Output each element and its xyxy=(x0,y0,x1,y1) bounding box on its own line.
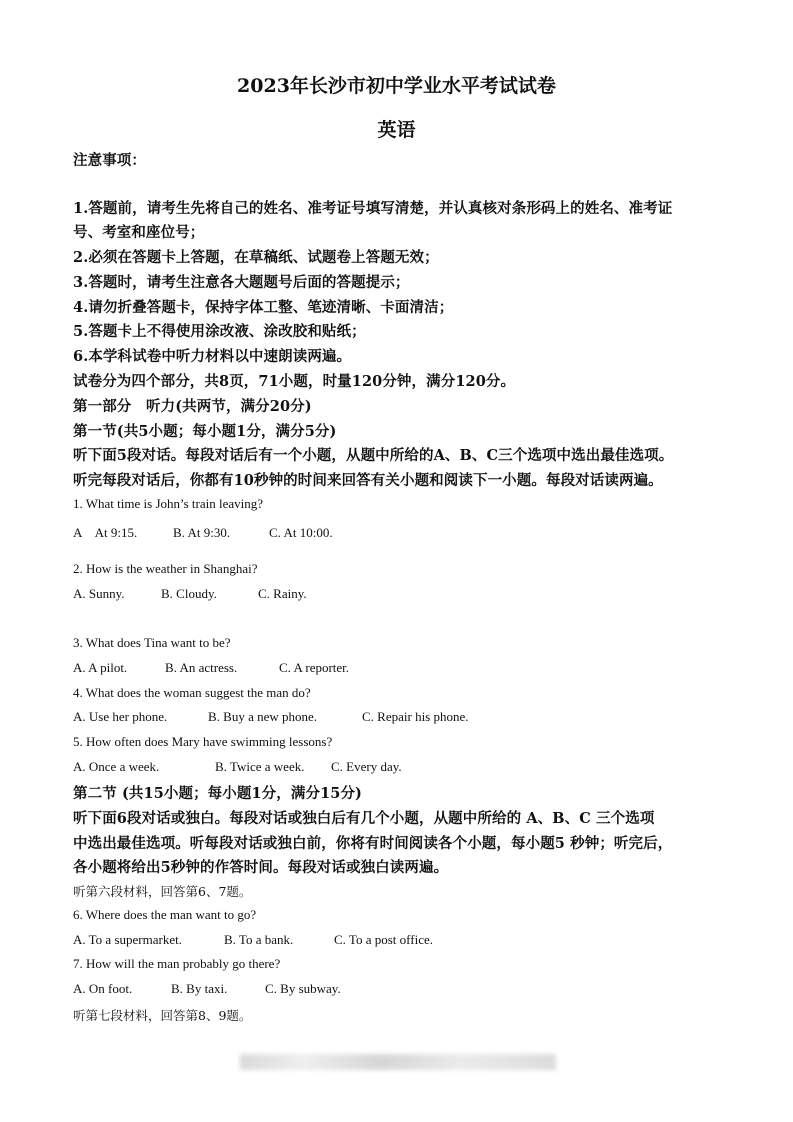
note-item-3: 3.答题时，请考生注意各大题题号后面的答题提示； xyxy=(73,274,410,291)
exam-summary: 试卷分为四个部分，共8页，71小题，时量120分钟，满分120分。 xyxy=(73,373,516,390)
option-b: B. By taxi. xyxy=(171,981,228,996)
question-3: 3. What does Tina want to be? xyxy=(73,635,231,650)
notes-heading: 注意事项： xyxy=(73,152,146,169)
note-item-6: 6.本学科试卷中听力材料以中速朗读两遍。 xyxy=(73,348,352,365)
option-b: B. To a bank. xyxy=(224,932,294,947)
question-4-options xyxy=(73,709,469,725)
option-b: B. Twice a week. xyxy=(215,759,305,774)
section2-heading: 第二节 (共15小题；每小题1分，满分15分) xyxy=(73,785,363,802)
section2-instructions-line-3: 各小题将给出5秒钟的作答时间。每段对话或独白读两遍。 xyxy=(73,859,449,876)
option-a: A. Use her phone. xyxy=(73,709,168,724)
question-5: 5. How often does Mary have swimming lessons? xyxy=(73,734,333,749)
question-7-options xyxy=(73,981,341,997)
question-6: 6. Where does the man want to go? xyxy=(73,907,257,922)
section2-instructions-line-1: 听下面6段对话或独白。每段对话或独白后有几个小题，从题中所给的 A、B、C 三个选项 xyxy=(73,810,655,827)
option-c: C. A reporter. xyxy=(279,660,350,675)
note-item-5: 5.答题卡上不得使用涂改液、涂改胶和贴纸； xyxy=(73,323,366,340)
option-b: B. At 9:30. xyxy=(173,525,231,540)
option-b: B. Cloudy. xyxy=(161,586,217,601)
option-c: C. By subway. xyxy=(265,981,341,996)
question-2-options xyxy=(73,586,307,602)
section1-instructions-line-2: 听完每段对话后，你都有10秒钟的时间来回答有关小题和阅读下一小题。每段对话读两遍。 xyxy=(73,472,663,489)
question-6-options xyxy=(73,932,433,948)
question-1: 1. What time is John’s train leaving? xyxy=(73,496,264,511)
question-4: 4. What does the woman suggest the man do? xyxy=(73,685,311,700)
question-5-options xyxy=(73,759,402,775)
note-item-1-line-2: 号、考室和座位号； xyxy=(73,224,205,241)
exam-title: 2023年长沙市初中学业水平考试试卷 xyxy=(237,75,556,97)
question-3-options xyxy=(73,660,349,676)
option-a: A. Sunny. xyxy=(73,586,125,601)
option-a: A. A pilot. xyxy=(73,660,128,675)
option-a: A At 9:15. xyxy=(73,525,138,540)
exam-subject: 英语 xyxy=(377,119,416,141)
option-c: C. Rainy. xyxy=(258,586,307,601)
option-a: A. On foot. xyxy=(73,981,133,996)
material-7-note: 听第七段材料，回答第8、9题。 xyxy=(73,1008,252,1023)
option-a: A. Once a week. xyxy=(73,759,160,774)
section1-instructions-line-1: 听下面5段对话。每段对话后有一个小题，从题中所给的A、B、C三个选项中选出最佳选项。 xyxy=(73,447,674,464)
option-c: C. Every day. xyxy=(331,759,402,774)
part1-heading: 第一部分 听力(共两节，满分20分) xyxy=(73,398,312,415)
option-c: C. Repair his phone. xyxy=(362,709,469,724)
note-item-2: 2.必须在答题卡上答题，在草稿纸、试题卷上答题无效； xyxy=(73,249,439,266)
option-b: B. Buy a new phone. xyxy=(208,709,318,724)
option-c: C. To a post office. xyxy=(334,932,433,947)
option-a: A. To a supermarket. xyxy=(73,932,182,947)
material-6-note: 听第六段材料，回答第6、7题。 xyxy=(73,884,252,899)
section1-heading: 第一节(共5小题；每小题1分，满分5分) xyxy=(73,423,337,440)
note-item-1-line-1: 1.答题前，请考生先将自己的姓名、准考证号填写清楚，并认真核对条形码上的姓名、准考证 xyxy=(73,200,673,217)
option-c: C. At 10:00. xyxy=(269,525,333,540)
section2-instructions-line-2: 中选出最佳选项。听每段对话或独白前，你将有时间阅读各个小题，每小题5 秒钟；听完后， xyxy=(73,835,673,852)
question-1-options xyxy=(73,522,333,541)
option-b: B. An actress. xyxy=(165,660,238,675)
blurred-footer xyxy=(240,1054,556,1070)
question-7: 7. How will the man probably go there? xyxy=(73,956,281,971)
note-item-4: 4.请勿折叠答题卡，保持字体工整、笔迹清晰、卡面清洁； xyxy=(73,299,454,316)
question-2: 2. How is the weather in Shanghai? xyxy=(73,561,258,576)
